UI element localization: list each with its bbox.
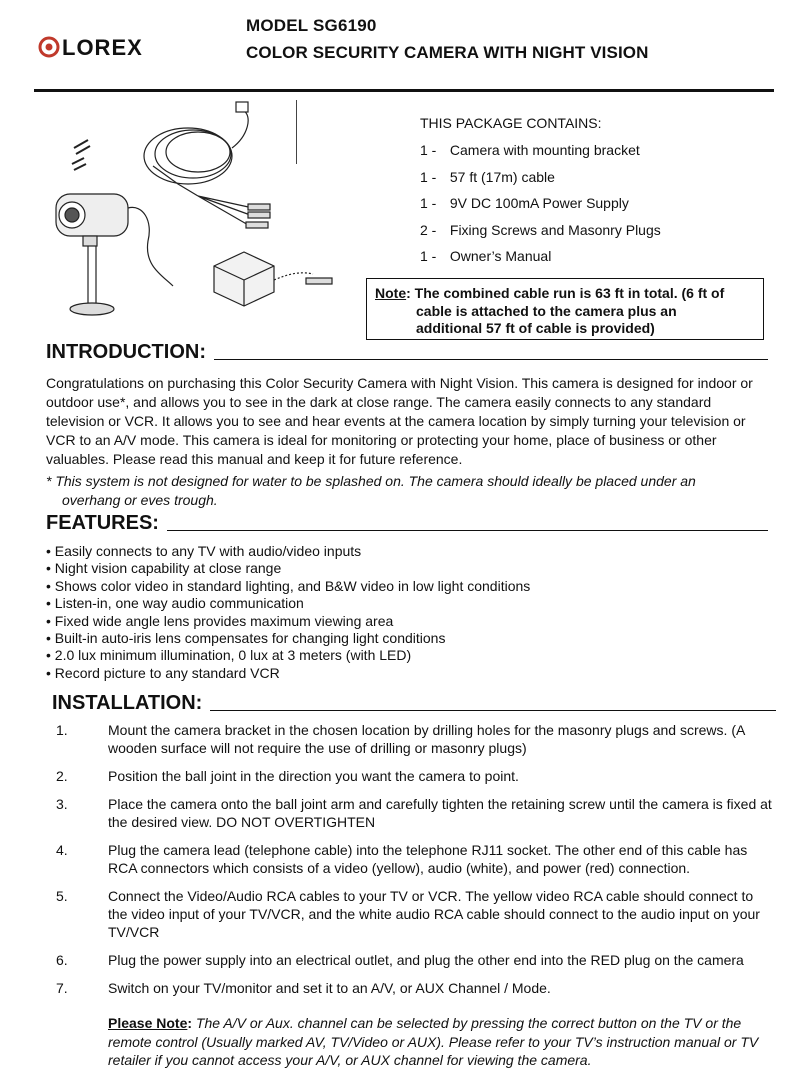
model-number: MODEL SG6190	[246, 16, 377, 35]
footnote: * This system is not designed for water to be splashed on. The camera should ideally be placed under an overhang or eves trough.	[46, 473, 696, 508]
feature-item: • Listen-in, one way audio communication	[46, 595, 304, 612]
feature-item: • Built-in auto-iris lens compensates for changing light conditions	[46, 629, 446, 646]
product-title: COLOR SECURITY CAMERA WITH NIGHT VISION	[246, 43, 649, 62]
please-note-text: The A/V or Aux. channel can be selected by pressing the correct button on the TV or the remote control (Usually marked AV, TV/Video or AUX). Please refer to your TV’s instruction manual or TV retailer if you cannot access your A/V, or AUX channel for viewing the camera.	[108, 1015, 759, 1068]
package-list	[420, 142, 661, 275]
package-title: THIS PACKAGE CONTAINS:	[420, 115, 602, 131]
package-item: 1 - 57 ft (17m) cable	[420, 168, 555, 185]
package-item: 2 - Fixing Screws and Masonry Plugs	[420, 221, 661, 238]
feature-item: • 2.0 lux minimum illumination, 0 lux at 3 meters (with LED)	[46, 647, 412, 664]
note-line: cable is attached to the camera plus an	[416, 302, 677, 319]
package-item: 1 - 9V DC 100mA Power Supply	[420, 195, 629, 211]
note-line: : The combined cable run is 63 ft in total. (6 ft of	[406, 285, 725, 301]
feature-item: • Easily connects to any TV with audio/video inputs	[46, 543, 362, 559]
package-item: 1 - Owner’s Manual	[420, 248, 552, 264]
note-label: Note	[375, 285, 407, 301]
installation-step: 1. Mount the camera bracket in the chosen location by drilling holes for the masonry plugs and screws. (A wooden surface will not require the use of drilling or masonry plugs)	[56, 722, 745, 756]
screws	[72, 140, 90, 170]
installation-step: 2. Position the ball joint in the direction you want the camera to point.	[56, 768, 519, 784]
header-rule	[34, 89, 774, 92]
please-note-label: Please Note	[108, 1015, 188, 1031]
lorex-logo	[38, 36, 198, 58]
package-item: 1 - Camera with mounting bracket	[420, 142, 640, 158]
camera-stand	[88, 246, 96, 306]
cable-note-box	[366, 278, 764, 340]
installation-step: 6. Plug the power supply into an electrical outlet, and plug the other end into the RED plug on the camera	[56, 952, 744, 968]
svg-text:LOREX: LOREX	[62, 36, 143, 58]
installation-steps	[56, 721, 776, 997]
installation-heading: INSTALLATION:	[52, 692, 776, 715]
installation-step: 7. Switch on your TV/monitor and set it to an A/V, or AUX Channel / Mode.	[56, 980, 551, 996]
feature-item: • Record picture to any standard VCR	[46, 664, 280, 681]
rj11-plug	[236, 102, 248, 112]
introduction-paragraph: Congratulations on purchasing this Color Security Camera with Night Vision. This camera is designed for indoor or outdoor use*, and allows you to see in the dark at close range. The camera easily connects to any standard television or VCR. It allows you to see and hear events at the camera location by simply turning your television or VCR to an A/V mode. This camera is ideal for monitoring or protecting your home, place of business or other valuables. Please read this manual and keep it for future reference.	[46, 375, 753, 467]
feature-item: • Fixed wide angle lens provides maximum viewing area	[46, 612, 394, 629]
rca-plug	[248, 204, 270, 210]
installation-step: 4. Plug the camera lead (telephone cable) into the telephone RJ11 socket. The other end of this cable has RCA connectors which consists of a video (yellow), audio (white), and power (red) connection.	[56, 842, 748, 876]
divider-line	[296, 100, 297, 164]
feature-item: • Night vision capability at close range	[46, 560, 282, 577]
installation-step: 3. Place the camera onto the ball joint arm and carefully tighten the retaining screw until the camera is fixed at the desired view. DO NOT OVERTIGHTEN	[56, 796, 772, 830]
introduction-heading: INTRODUCTION:	[46, 341, 768, 364]
feature-item: • Shows color video in standard lighting, and B&W video in low light conditions	[46, 577, 531, 594]
note-line: additional 57 ft of cable is provided)	[416, 320, 655, 336]
features-list	[46, 543, 530, 682]
installation-step: 5. Connect the Video/Audio RCA cables to your TV or VCR. The yellow video RCA cable should connect to the video input of your TV/VCR, and the white audio RCA cable should connect to the audio input on your TV/VCR	[56, 888, 760, 940]
please-note: Please Note: The A/V or Aux. channel can be selected by pressing the correct button on the TV or the remote control (Usually marked AV, TV/Video or AUX). Please refer to your TV’s instruction manual or TV retailer if you cannot access your A/V, or AUX channel for viewing the camera.	[108, 1015, 759, 1068]
product-illustration	[38, 96, 378, 334]
features-heading: FEATURES:	[46, 512, 768, 535]
